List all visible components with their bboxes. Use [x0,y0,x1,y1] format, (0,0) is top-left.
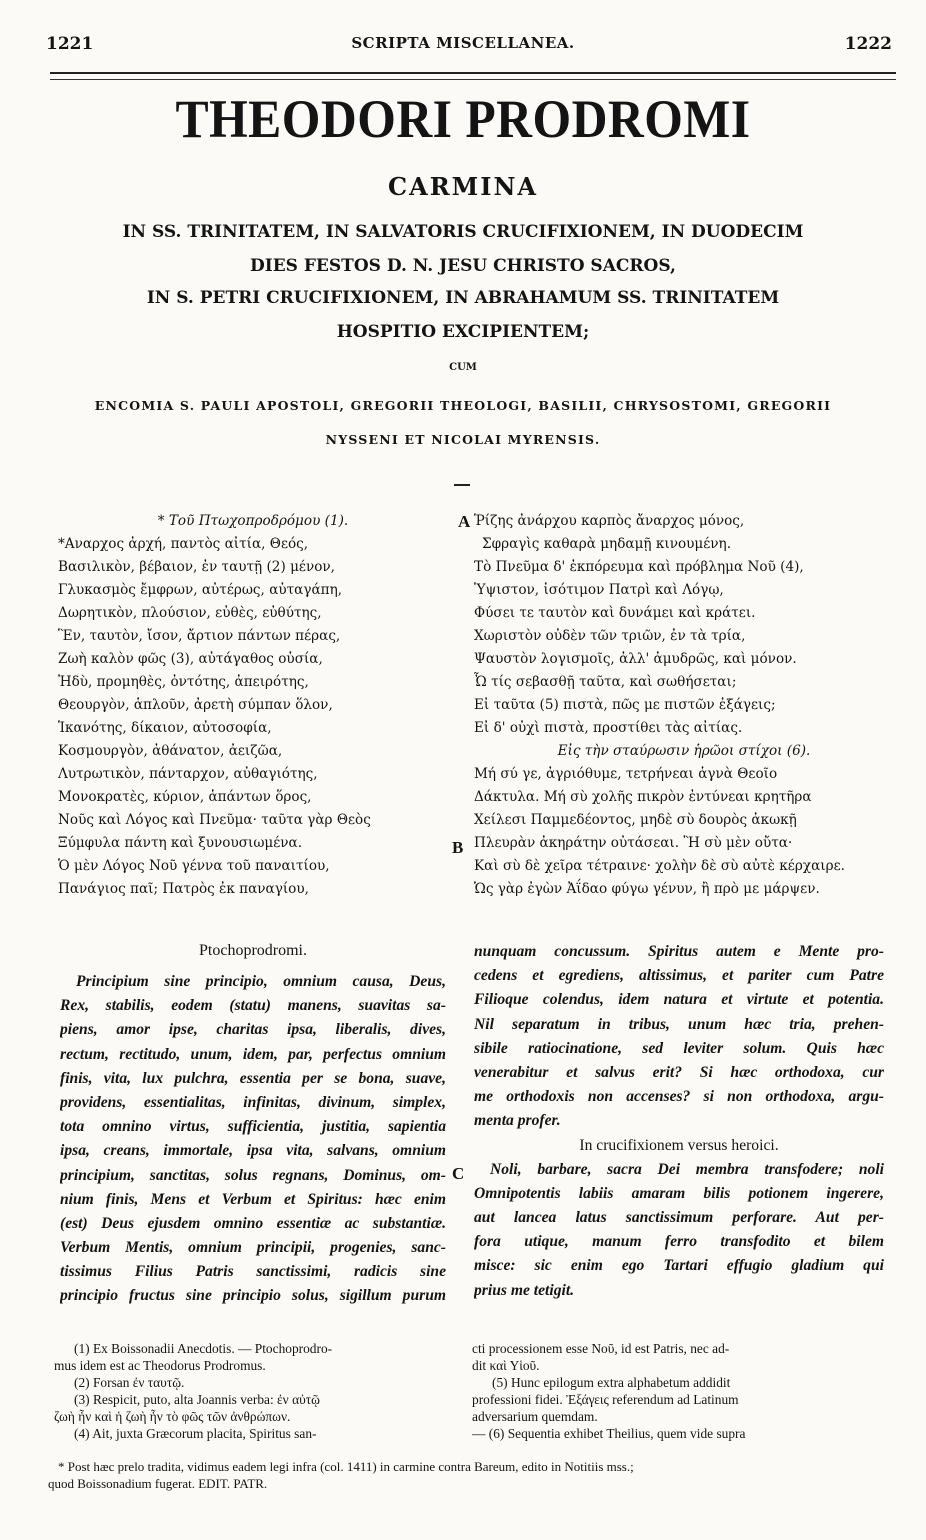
footnote-line: (5) Hunc epilogum extra alphabetum addidit [492,1375,731,1390]
page-number-left: 1221 [46,34,94,54]
latin-line: principio fructus sine principio solus, sigillum purum [60,1287,446,1305]
footnote-line: (4) Ait, juxta Græcorum placita, Spiritus san- [74,1426,317,1441]
footnotes-left [54,1340,446,1442]
verse-line: Δάκτυλα. Μή σὺ χολῆς πικρὸν ἐντύνεαι κρητῆρα [474,789,812,805]
editor-note [48,1458,908,1492]
margin-letter-c: C [452,1164,465,1183]
latin-line: principium, sanctitas, solus regnans, Dominus, om- [60,1166,446,1184]
footnote-line: — (6) Sequentia exhibet Theilius, quem vide supra [472,1426,746,1441]
margin-letter-a: A [458,512,471,531]
latin-line: sibile ratiocinatione, sed leviter solum. Quis hæc [474,1039,884,1057]
verse-line: Γλυκασμὸς ἔμφρων, αὐτέρως, αὐταγάπη, [58,582,343,598]
latin-heading: In crucifixionem versus heroici. [579,1136,779,1154]
verse-line: Δωρητικὸν, πλούσιον, εὐθὲς, εὐθύτης, [58,605,322,621]
latin-line: Filioque colendus, idem natura et virtute et potentia. [474,991,884,1009]
footnote-line: (2) Forsan ἐν ταυτῷ. [74,1375,185,1390]
page-header [0,34,926,60]
verse-line: Ἓν, ταυτὸν, ἴσον, ἄρτιον πάντων πέρας, [58,628,341,644]
header-rule [50,72,896,74]
latin-line: Principium sine principio, omnium causa, Deus, [76,973,446,990]
verse-line: Ῥίζης ἀνάρχου καρπὸς ἄναρχος μόνος, [474,513,745,529]
verse-line: Μή σύ γε, ἀγριόθυμε, τετρήνεαι ἁγνὰ Θεοῖο [474,766,778,782]
latin-line: nium finis, Mens et Verbum et Spiritus: hæc enim [60,1190,446,1208]
latin-line: prius me tetigit. [474,1281,575,1299]
footnote-line: professioni fidei. Ἐξάγεις referendum ad Latinum [472,1392,739,1407]
greek-heading: Εἰς τὴν σταύρωσιν ἡρῶοι στίχοι (6). [557,743,811,759]
verse-line: Βασιλικὸν, βέβαιον, ἐν ταυτῇ (2) μένον, [58,559,335,575]
latin-line: providens, essentialitas, infinitas, divinum, simplex, [60,1093,446,1111]
latin-line: tota omnino virtus, sufficientia, justitia, sapientia [60,1118,446,1136]
latin-line: piens, amor ipse, charitas ipsa, liberalis, dives, [60,1021,446,1039]
title-line: IN SS. TRINITATEM, IN SALVATORIS CRUCIFIXIONEM, IN DUODECIM [122,222,804,242]
verse-line: Ξύμφυλα πάντη καὶ ξυνουσιωμένα. [58,835,303,851]
title-line: IN S. PETRI CRUCIFIXIONEM, IN ABRAHAMUM SS. TRINITATEM [146,288,780,308]
verse-line: *Αναρχος ἀρχή, παντὸς αἰτία, Θεός, [58,536,309,552]
editor-note-line: quod Boissonadium fugerat. EDIT. PATR. [48,1476,268,1491]
latin-line: Rex, stabilis, eodem (statu) manens, suavitas sa- [60,997,446,1015]
footnote-line: ζωὴ ἦν καὶ ἡ ζωὴ ἦν τὸ φῶς τῶν ἀνθρώπων. [54,1409,291,1424]
greek-left-column [58,510,448,901]
latin-line: Nil separatum in tribus, unum hæc tria, prehen- [474,1015,884,1033]
latin-line: me orthodoxis non accenses? si non orthodoxa, argu- [474,1088,884,1106]
section-dash [454,484,470,486]
encomia-line: ENCOMIA S. PAULI APOSTOLI, GREGORII THEOLOGI, BASILII, CHRYSOSTOMI, GREGORII [94,398,832,413]
verse-line: Ἠδὺ, προμηθὲς, ὀντότης, ἀπειρότης, [58,674,309,690]
header-rule-thin [50,79,896,80]
latin-left-column [60,970,446,1309]
verse-line: Ὁ μὲν Λόγος Νοῦ γέννα τοῦ παναιτίου, [58,858,330,874]
verse-line: Ἱκανότης, δίκαιον, αὐτοσοφία, [58,720,272,736]
latin-line: Verbum Mentis, omnium principii, progenies, sanc- [60,1239,446,1257]
verse-line: Φύσει τε ταυτὸν καὶ δυνάμει καὶ κράτει. [474,605,756,621]
footnote-line: mus idem est ac Theodorus Prodromus. [54,1358,266,1373]
verse-line: Πανάγιος παῖ; Πατρὸς ἐκ παναγίου, [58,881,309,897]
verse-line: Μονοκρατὲς, κύριον, ἁπάντων ὅρος, [58,789,312,805]
latin-heading: Ptochoprodromi. [199,942,307,959]
latin-right-column [474,940,884,1303]
title-line: HOSPITIO EXCIPIENTEM; [336,322,590,342]
verse-line: Πλευρὰν ἀκηράτην οὐτάσεαι. Ἢ σὺ μὲν οὔτα· [474,835,793,851]
margin-letter-b: B [452,838,464,857]
verse-line: Ζωὴ καλὸν φῶς (3), αὐτάγαθος οὐσία, [58,651,323,667]
verse-line: Εἰ ταῦτα (5) πιστὰ, πῶς με πιστῶν ἐξάγεις; [474,697,776,713]
running-title: SCRIPTA MISCELLANEA. [351,34,575,52]
subtitle: CARMINA [387,172,539,201]
verse-line: Ψαυστὸν λογισμοῖς, ἀλλ' ἀμυδρῶς, καὶ μόνον. [474,651,797,667]
verse-line: Ὡς γὰρ ἐγὼν Ἀΐδαο φύγω γένυν, ἢ πρὸ με μάρψεν. [474,881,820,897]
title-cum: CUM [449,362,477,373]
latin-line: menta profer. [474,1112,561,1130]
verse-line: Ὑψιστον, ἰσότιμον Πατρὶ καὶ Λόγῳ, [474,582,724,598]
latin-line: (est) Deus ejusdem omnino essentiæ ac substantiæ. [60,1214,446,1232]
footnote-line: cti processionem esse Νοῦ, id est Patris, nec ad- [472,1341,730,1356]
greek-right-column [474,510,894,901]
latin-line: aut lancea latus sanctissimum perforare. Aut per- [474,1209,884,1227]
footnote-line: adversarium quemdam. [472,1409,598,1424]
latin-line: ipsa, creans, immortale, ipsa vita, salvans, omnium [60,1142,446,1160]
footnote-line: (3) Respicit, puto, alta Joannis verba: ἐν αὐτῷ [74,1392,320,1407]
verse-line: Τὸ Πνεῦμα δ' ἐκπόρευμα καὶ πρόβλημα Νοῦ (4), [474,559,804,575]
latin-line: rectum, rectitudo, unum, idem, par, perfectus omnium [60,1045,446,1063]
verse-line: Καὶ σὺ δὲ χεῖρα τέτραινε· χολὴν δὲ σὺ αὐτὲ κέρχαιρε. [474,858,845,874]
latin-line: Noli, barbare, sacra Dei membra transfodere; noli [490,1160,884,1178]
latin-line: venerabitur et salvus erit? Si hæc orthodoxa, cur [474,1063,884,1081]
latin-line: nunquam concussum. Spiritus autem e Mente pro- [474,943,884,960]
latin-line: cedens et egrediens, altissimus, et pariter cum Patre [474,967,884,985]
footnote-line: (1) Ex Boissonadii Anecdotis. — Ptochoprodro- [74,1341,333,1356]
verse-line: Χείλεσι Παμμεδέοντος, μηδὲ σὺ δουρὸς ἀκωκῇ [474,812,797,828]
footnotes-right [472,1340,884,1442]
verse-line: Λυτρωτικὸν, πάνταρχον, αὐθαγιότης, [58,766,318,782]
footnote-line: dit καὶ Υἱοῦ. [472,1358,540,1373]
latin-line: tissimus Filius Patris sanctissimi, radicis sine [60,1263,446,1281]
latin-line: fora utique, manum ferro transfodito et bilem [474,1233,884,1251]
latin-line: Omnipotentis labiis amaram bilis potionem ingerere, [474,1184,884,1202]
verse-line: Εἰ δ' οὐχὶ πιστὰ, προστίθει τὰς αἰτίας. [474,720,743,736]
encomia-line: NYSSENI ET NICOLAI MYRENSIS. [325,432,601,447]
latin-line: misce: sic enim ego Tartari effugio gladium qui [474,1257,884,1275]
verse-line: Κοσμουργὸν, ἀθάνατον, ἀειζῶα, [58,743,283,759]
verse-line: Σφραγὶς καθαρὰ μηδαμῇ κινουμένη. [482,536,732,552]
verse-line: Νοῦς καὶ Λόγος καὶ Πνεῦμα· ταῦτα γὰρ Θεὸς [58,812,371,828]
greek-heading: * Τοῦ Πτωχοπροδρόμου (1). [157,513,349,529]
editor-note-line: * Post hæc prelo tradita, vidimus eadem legi infra (col. 1411) in carmine contra Bareum, edito in Notitiis mss.; [58,1459,634,1474]
verse-line: Ὦ τίς σεβασθῇ ταῦτα, καὶ σωθήσεται; [474,674,737,690]
verse-line: Θεουργὸν, ἁπλοῦν, ἀρετὴ σύμπαν ὅλον, [58,697,333,713]
verse-line: Χωριστὸν οὐδὲν τῶν τριῶν, ἐν τὰ τρία, [474,628,746,644]
main-title: THEODORI PRODROMI [175,89,751,149]
latin-line: finis, vita, lux pulchra, essentia per se bona, suave, [60,1069,446,1087]
page-number-right: 1222 [844,34,892,54]
title-line: DIES FESTOS D. N. JESU CHRISTO SACROS, [250,256,676,276]
